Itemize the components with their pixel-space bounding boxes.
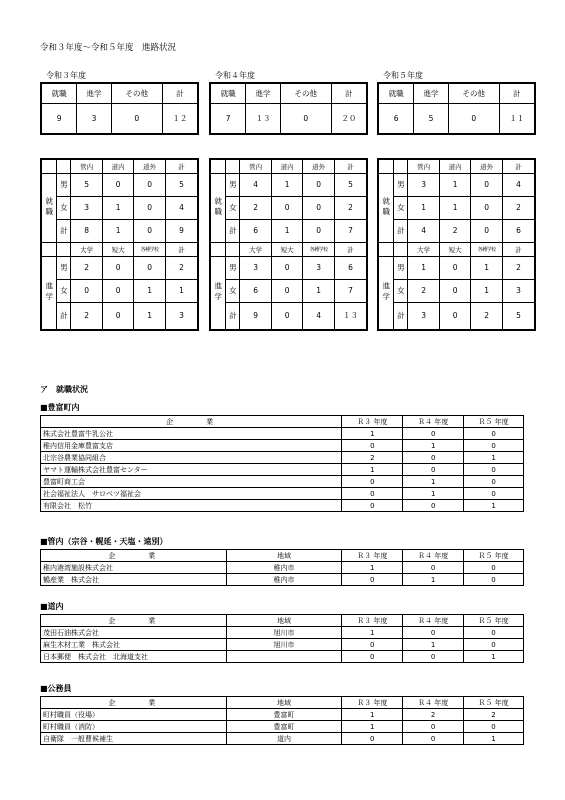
breakdown-value-cell: 0: [471, 219, 503, 242]
count-cell: 0: [464, 562, 524, 574]
year-header: Ｒ５ 年度: [464, 697, 524, 709]
table-row: [41, 428, 524, 440]
region-cell: 稚内市: [226, 562, 342, 574]
breakdown-table: [377, 158, 536, 331]
breakdown-header-cell: 道内: [271, 159, 303, 173]
company-header: 企 業: [41, 416, 342, 428]
count-cell: 1: [403, 476, 464, 488]
summary-header-cell: 進学: [77, 83, 112, 103]
count-cell: 0: [403, 651, 464, 663]
breakdown-header-cell: 管内: [71, 159, 103, 173]
count-cell: 1: [342, 562, 403, 574]
breakdown-header-cell: 計: [165, 242, 198, 256]
job-category-label: 就職: [41, 173, 57, 242]
summary-header-cell: 計: [162, 83, 198, 103]
breakdown-value-cell: 0: [303, 196, 335, 219]
job-category-label: 就職: [210, 173, 226, 242]
breakdown-header-cell: 計: [502, 242, 535, 256]
row-label: 男: [226, 256, 240, 279]
breakdown-value-cell: 5: [334, 173, 367, 196]
count-cell: 2: [342, 452, 403, 464]
count-cell: 0: [464, 428, 524, 440]
year-header: Ｒ３ 年度: [342, 697, 403, 709]
summary-table: [209, 82, 368, 135]
breakdown-value-cell: 4: [303, 302, 335, 330]
count-cell: 0: [342, 574, 403, 586]
company-name: 北宗谷農業協同組合: [41, 452, 342, 464]
breakdown-value-cell: 5: [165, 173, 198, 196]
year-label: 令和５年度: [383, 71, 423, 80]
summary-value-cell: １３: [246, 103, 281, 134]
breakdown-table: [209, 158, 368, 331]
study-category-label: 進学: [378, 256, 394, 330]
breakdown-value-cell: 1: [471, 256, 503, 279]
breakdown-value-cell: 0: [134, 256, 166, 279]
count-cell: 1: [464, 452, 524, 464]
breakdown-value-cell: 7: [334, 279, 367, 302]
count-cell: 0: [342, 639, 403, 651]
breakdown-value-cell: 2: [240, 196, 272, 219]
year-header: Ｒ４ 年度: [403, 697, 464, 709]
breakdown-value-cell: 0: [471, 173, 503, 196]
breakdown-header-cell: 短大: [271, 242, 303, 256]
region-cell: 豊富町: [226, 709, 342, 721]
count-cell: 0: [464, 574, 524, 586]
row-label: 男: [394, 173, 408, 196]
job-category-label: 就職: [378, 173, 394, 242]
count-cell: 1: [342, 464, 403, 476]
summary-table: [377, 82, 536, 135]
company-name: 自衛隊 一般曹候補生: [41, 733, 227, 745]
summary-value-cell: 0: [111, 103, 162, 134]
company-header: 企 業: [41, 550, 227, 562]
row-label: 計: [226, 219, 240, 242]
year-header: Ｒ３ 年度: [342, 416, 403, 428]
breakdown-value-cell: 5: [71, 173, 103, 196]
table-row: [41, 500, 524, 512]
summary-header-cell: 就職: [210, 83, 246, 103]
breakdown-value-cell: 3: [502, 279, 535, 302]
breakdown-value-cell: 1: [134, 302, 166, 330]
count-cell: 2: [403, 709, 464, 721]
breakdown-value-cell: 8: [71, 219, 103, 242]
table-row: [41, 651, 524, 663]
count-cell: 1: [342, 428, 403, 440]
breakdown-value-cell: 0: [471, 196, 503, 219]
breakdown-value-cell: 6: [334, 256, 367, 279]
breakdown-value-cell: 0: [134, 196, 166, 219]
breakdown-header-cell: 短大: [102, 242, 134, 256]
breakdown-value-cell: 1: [439, 196, 471, 219]
summary-value-cell: ２０: [331, 103, 367, 134]
count-cell: 0: [464, 464, 524, 476]
count-cell: 0: [342, 651, 403, 663]
breakdown-value-cell: 2: [408, 279, 440, 302]
region-cell: 旭川市: [226, 639, 342, 651]
breakdown-value-cell: 9: [240, 302, 272, 330]
company-name: 豊富町商工会: [41, 476, 342, 488]
table-row: [41, 464, 524, 476]
row-label: 計: [226, 302, 240, 330]
breakdown-value-cell: 0: [439, 302, 471, 330]
breakdown-header-cell: 大学: [240, 242, 272, 256]
count-cell: 0: [342, 440, 403, 452]
breakdown-value-cell: 0: [134, 219, 166, 242]
count-cell: 2: [464, 709, 524, 721]
breakdown-value-cell: 2: [502, 196, 535, 219]
company-name: 町村職員（役場）: [41, 709, 227, 721]
breakdown-value-cell: 5: [502, 302, 535, 330]
breakdown-value-cell: 6: [240, 219, 272, 242]
summary-value-cell: １１: [499, 103, 535, 134]
count-cell: 1: [342, 709, 403, 721]
table-row: [41, 574, 524, 586]
row-label: 女: [394, 279, 408, 302]
breakdown-header-cell: 計: [165, 159, 198, 173]
region-cell: 道内: [226, 733, 342, 745]
summary-header-cell: 就職: [41, 83, 77, 103]
count-cell: 0: [464, 627, 524, 639]
breakdown-value-cell: 0: [271, 196, 303, 219]
breakdown-value-cell: 0: [102, 173, 134, 196]
breakdown-value-cell: 7: [334, 219, 367, 242]
year-header: Ｒ４ 年度: [403, 416, 464, 428]
breakdown-value-cell: 0: [439, 256, 471, 279]
breakdown-value-cell: 9: [165, 219, 198, 242]
breakdown-table: [40, 158, 199, 331]
breakdown-header-cell: 管内: [240, 159, 272, 173]
breakdown-value-cell: 0: [71, 279, 103, 302]
section-title: ■公務員: [40, 684, 72, 693]
company-table: [40, 696, 524, 745]
company-header: 企 業: [41, 697, 227, 709]
year-label: 令和３年度: [46, 71, 86, 80]
region-cell: [226, 651, 342, 663]
summary-value-cell: 9: [41, 103, 77, 134]
breakdown-value-cell: 4: [408, 219, 440, 242]
company-name: ヤマト運輸株式会社豊富センター: [41, 464, 342, 476]
summary-header-cell: 進学: [414, 83, 449, 103]
company-table: [40, 415, 524, 512]
company-name: 日本郵便 株式会社 北海道支社: [41, 651, 227, 663]
breakdown-value-cell: 0: [271, 256, 303, 279]
count-cell: 0: [403, 452, 464, 464]
breakdown-header-cell: 各種学校: [303, 242, 335, 256]
row-label: 女: [57, 279, 71, 302]
summary-value-cell: １２: [162, 103, 198, 134]
row-label: 男: [226, 173, 240, 196]
company-name: 鶴産業 株式会社: [41, 574, 227, 586]
count-cell: 1: [403, 488, 464, 500]
breakdown-header-cell: 道外: [303, 159, 335, 173]
summary-value-cell: 0: [448, 103, 499, 134]
row-label: 男: [57, 173, 71, 196]
count-cell: 0: [342, 500, 403, 512]
row-label: 女: [394, 196, 408, 219]
breakdown-value-cell: 3: [408, 173, 440, 196]
breakdown-value-cell: 0: [271, 279, 303, 302]
breakdown-value-cell: 1: [165, 279, 198, 302]
company-name: 稚内信用金庫豊富支店: [41, 440, 342, 452]
row-label: 女: [226, 196, 240, 219]
breakdown-header-cell: 大学: [408, 242, 440, 256]
summary-value-cell: 3: [77, 103, 112, 134]
summary-header-cell: その他: [111, 83, 162, 103]
count-cell: 0: [403, 627, 464, 639]
year-header: Ｒ４ 年度: [403, 615, 464, 627]
section-title: ■道内: [40, 602, 64, 611]
year-header: Ｒ５ 年度: [464, 615, 524, 627]
breakdown-value-cell: 1: [102, 219, 134, 242]
summary-value-cell: 0: [280, 103, 331, 134]
summary-header-cell: 就職: [378, 83, 414, 103]
employment-heading: ア 就職状況: [40, 385, 88, 394]
summary-header-cell: 進学: [246, 83, 281, 103]
row-label: 計: [57, 219, 71, 242]
breakdown-header-cell: 管内: [408, 159, 440, 173]
count-cell: 1: [403, 639, 464, 651]
study-category-label: 進学: [210, 256, 226, 330]
breakdown-header-cell: 短大: [439, 242, 471, 256]
count-cell: 0: [403, 562, 464, 574]
region-cell: 豊富町: [226, 721, 342, 733]
section-title: ■管内（宗谷・幌延・天塩・遠別）: [40, 537, 168, 546]
breakdown-value-cell: 1: [471, 279, 503, 302]
table-row: [41, 476, 524, 488]
company-name: 稚内港湾施設株式会社: [41, 562, 227, 574]
row-label: 女: [57, 196, 71, 219]
company-name: 株式会社豊富牛乳公社: [41, 428, 342, 440]
summary-value-cell: 6: [378, 103, 414, 134]
row-label: 計: [57, 302, 71, 330]
company-name: 町村職員（消防）: [41, 721, 227, 733]
summary-table: [40, 82, 199, 135]
breakdown-value-cell: 4: [240, 173, 272, 196]
year-header: Ｒ３ 年度: [342, 550, 403, 562]
table-row: [41, 721, 524, 733]
breakdown-value-cell: 2: [471, 302, 503, 330]
summary-value-cell: 5: [414, 103, 449, 134]
breakdown-header-cell: 計: [334, 242, 367, 256]
table-row: [41, 733, 524, 745]
summary-header-cell: その他: [280, 83, 331, 103]
count-cell: 1: [342, 627, 403, 639]
page-title: 令和３年度～令和５年度 進路状況: [40, 43, 177, 53]
year-header: Ｒ５ 年度: [464, 416, 524, 428]
count-cell: 1: [403, 440, 464, 452]
year-label: 令和４年度: [215, 71, 255, 80]
breakdown-header-cell: 道外: [134, 159, 166, 173]
breakdown-header-cell: 計: [334, 159, 367, 173]
summary-header-cell: その他: [448, 83, 499, 103]
summary-header-cell: 計: [331, 83, 367, 103]
count-cell: 0: [403, 721, 464, 733]
company-name: 茂田石油株式会社: [41, 627, 227, 639]
count-cell: 0: [403, 464, 464, 476]
breakdown-value-cell: 3: [71, 196, 103, 219]
region-header: 地域: [226, 550, 342, 562]
breakdown-value-cell: 0: [102, 302, 134, 330]
count-cell: 0: [342, 476, 403, 488]
region-cell: 稚内市: [226, 574, 342, 586]
summary-header-cell: 計: [499, 83, 535, 103]
study-category-label: 進学: [41, 256, 57, 330]
count-cell: 0: [403, 733, 464, 745]
year-header: Ｒ３ 年度: [342, 615, 403, 627]
table-row: [41, 440, 524, 452]
breakdown-value-cell: 0: [102, 256, 134, 279]
region-header: 地域: [226, 697, 342, 709]
breakdown-header-cell: 大学: [71, 242, 103, 256]
breakdown-header-cell: 道内: [102, 159, 134, 173]
breakdown-value-cell: 4: [502, 173, 535, 196]
table-row: [41, 452, 524, 464]
count-cell: 0: [464, 721, 524, 733]
table-row: [41, 709, 524, 721]
count-cell: 0: [403, 500, 464, 512]
breakdown-value-cell: 3: [303, 256, 335, 279]
table-row: [41, 639, 524, 651]
breakdown-value-cell: 0: [303, 219, 335, 242]
breakdown-value-cell: 2: [165, 256, 198, 279]
breakdown-value-cell: 3: [165, 302, 198, 330]
breakdown-value-cell: 2: [71, 302, 103, 330]
breakdown-value-cell: 0: [102, 279, 134, 302]
breakdown-value-cell: 3: [240, 256, 272, 279]
row-label: 男: [394, 256, 408, 279]
year-header: Ｒ５ 年度: [464, 550, 524, 562]
company-name: 社会福祉法人 サロベツ福祉会: [41, 488, 342, 500]
breakdown-header-cell: 計: [502, 159, 535, 173]
table-row: [41, 562, 524, 574]
count-cell: 0: [464, 476, 524, 488]
count-cell: 0: [464, 488, 524, 500]
row-label: 計: [394, 219, 408, 242]
company-header: 企 業: [41, 615, 227, 627]
breakdown-value-cell: 1: [271, 219, 303, 242]
count-cell: 1: [403, 574, 464, 586]
company-name: 有限会社 松竹: [41, 500, 342, 512]
region-cell: 旭川市: [226, 627, 342, 639]
breakdown-value-cell: 1: [102, 196, 134, 219]
breakdown-value-cell: 1: [408, 256, 440, 279]
row-label: 女: [226, 279, 240, 302]
breakdown-value-cell: 4: [165, 196, 198, 219]
breakdown-value-cell: 1: [134, 279, 166, 302]
count-cell: 1: [464, 651, 524, 663]
breakdown-header-cell: 道内: [439, 159, 471, 173]
breakdown-value-cell: 1: [303, 279, 335, 302]
breakdown-value-cell: 6: [240, 279, 272, 302]
count-cell: 0: [464, 639, 524, 651]
region-header: 地域: [226, 615, 342, 627]
count-cell: 0: [342, 733, 403, 745]
row-label: 男: [57, 256, 71, 279]
count-cell: 0: [342, 488, 403, 500]
breakdown-value-cell: 2: [439, 219, 471, 242]
breakdown-value-cell: 1: [271, 173, 303, 196]
section-title: ■豊富町内: [40, 403, 80, 412]
company-table: [40, 614, 524, 663]
breakdown-value-cell: 0: [303, 173, 335, 196]
row-label: 計: [394, 302, 408, 330]
breakdown-value-cell: 1: [408, 196, 440, 219]
count-cell: 1: [464, 733, 524, 745]
breakdown-value-cell: 0: [439, 279, 471, 302]
year-header: Ｒ４ 年度: [403, 550, 464, 562]
count-cell: 1: [464, 500, 524, 512]
company-name: 麻生木材工業 株式会社: [41, 639, 227, 651]
summary-value-cell: 7: [210, 103, 246, 134]
count-cell: 0: [403, 428, 464, 440]
breakdown-value-cell: １３: [334, 302, 367, 330]
company-table: [40, 549, 524, 586]
breakdown-value-cell: 2: [334, 196, 367, 219]
table-row: [41, 627, 524, 639]
breakdown-value-cell: 1: [439, 173, 471, 196]
breakdown-header-cell: 道外: [471, 159, 503, 173]
breakdown-value-cell: 3: [408, 302, 440, 330]
breakdown-header-cell: 各種学校: [134, 242, 166, 256]
breakdown-value-cell: 2: [71, 256, 103, 279]
breakdown-value-cell: 6: [502, 219, 535, 242]
breakdown-header-cell: 各種学校: [471, 242, 503, 256]
count-cell: 1: [342, 721, 403, 733]
table-row: [41, 488, 524, 500]
breakdown-value-cell: 0: [134, 173, 166, 196]
breakdown-value-cell: 0: [271, 302, 303, 330]
count-cell: 0: [464, 440, 524, 452]
breakdown-value-cell: 2: [502, 256, 535, 279]
